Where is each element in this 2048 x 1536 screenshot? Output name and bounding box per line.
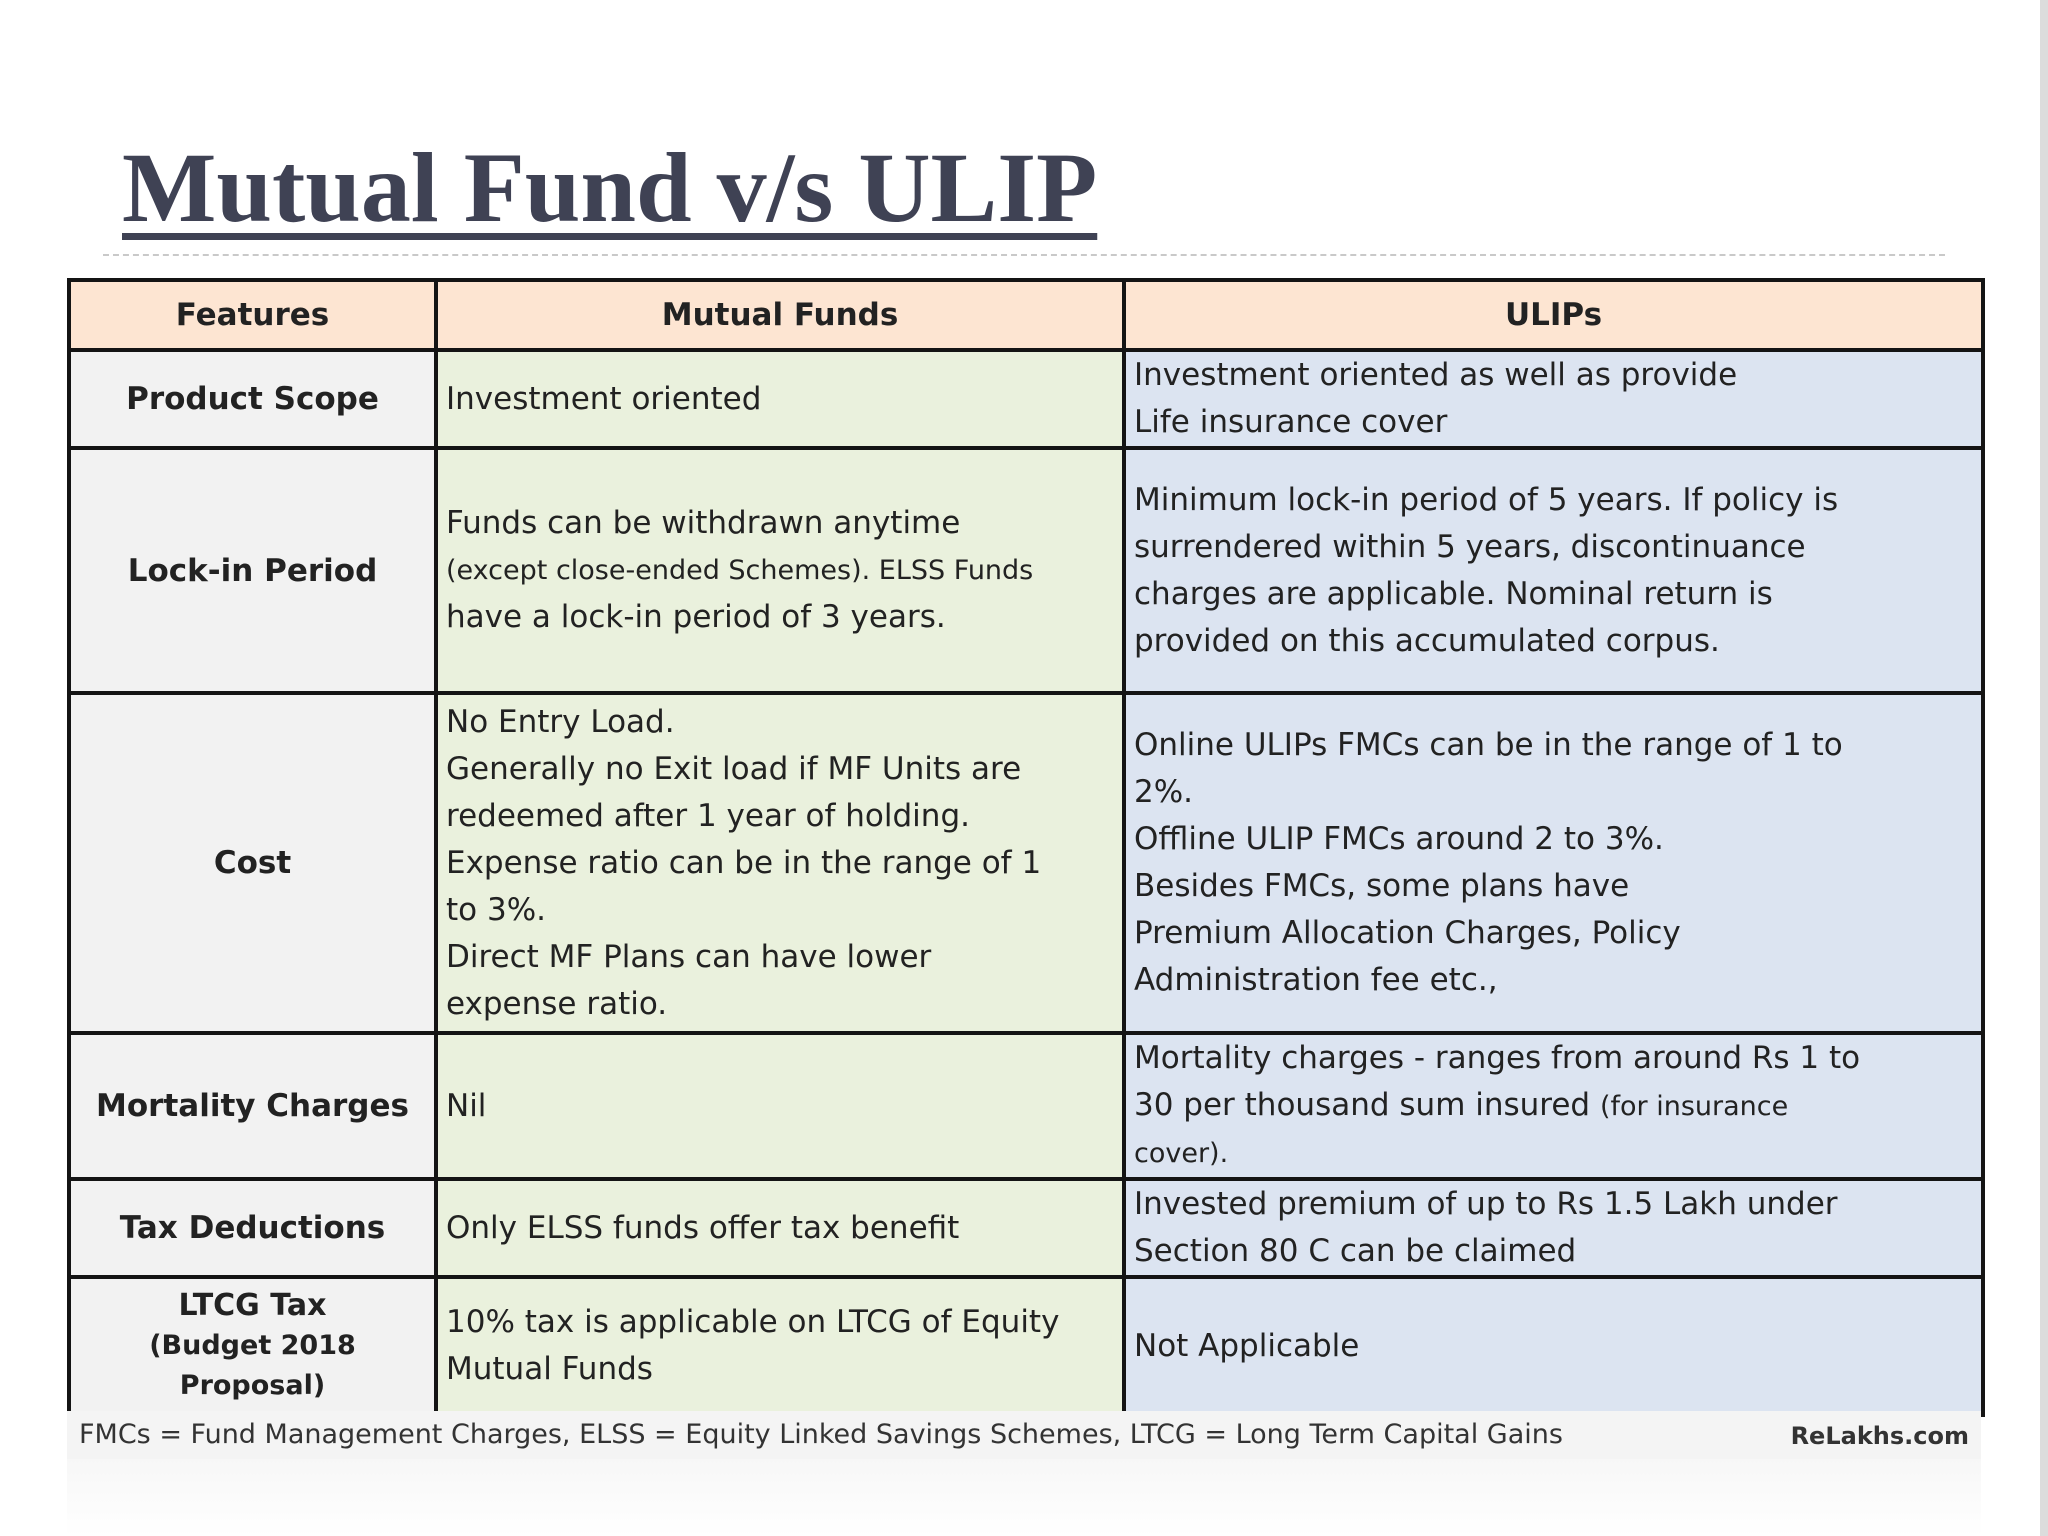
source-credit: ReLakhs.com [1790, 1422, 1969, 1450]
ulips-cell [1124, 1277, 1983, 1415]
cell-line: have a lock-in period of 3 years. [446, 599, 946, 635]
cell-line: Only ELSS funds offer tax benefit [446, 1209, 960, 1246]
cell-line: cover). [1134, 1138, 1229, 1169]
cell-line: 10% tax is applicable on LTCG of Equity [446, 1304, 1060, 1340]
comparison-table [67, 278, 1985, 1417]
cell-line: Nil [446, 1087, 487, 1124]
cell-line: provided on this accumulated corpus. [1134, 622, 1720, 659]
feature-cell [69, 1179, 436, 1277]
feature-label: Mortality Charges [96, 1088, 409, 1124]
mutual-funds-cell [436, 448, 1124, 693]
feature-sublabel: (Budget 2018 [149, 1330, 356, 1361]
cell-line: Offline ULIP FMCs around 2 to 3%. [1134, 821, 1664, 857]
feature-cell [69, 448, 436, 693]
table-header-row [69, 280, 1983, 350]
cell-line: expense ratio. [446, 985, 668, 1022]
cell-line: Mutual Funds [446, 1351, 653, 1387]
feature-cell [69, 350, 436, 448]
feature-label: Lock-in Period [127, 552, 378, 589]
abbreviations-footnote: FMCs = Fund Management Charges, ELSS = Equity Linked Savings Schemes, LTCG = Long Term Capital Gains [79, 1419, 1563, 1450]
comparison-table-frame [67, 278, 1981, 1417]
feature-cell [69, 1277, 436, 1415]
slide-title: Mutual Fund v/s ULIP [122, 132, 1098, 243]
slide-edge-bar [2040, 0, 2048, 1536]
cell-line: Investment oriented [446, 380, 762, 417]
header-features: Features [69, 280, 436, 350]
ulips-cell [1124, 1179, 1983, 1277]
ulips-cell [1124, 448, 1983, 693]
ulips-cell [1124, 350, 1983, 448]
cell-line: Besides FMCs, some plans have [1134, 868, 1630, 904]
header-mutual-funds: Mutual Funds [436, 280, 1124, 350]
cell-line: Invested premium of up to Rs 1.5 Lakh under [1134, 1186, 1838, 1222]
cell-line: (except close-ended Schemes). ELSS Funds [446, 555, 1034, 586]
cell-line: Administration fee etc., [1134, 962, 1498, 998]
feature-cell [69, 693, 436, 1033]
cell-line: Minimum lock-in period of 5 years. If policy is [1134, 481, 1839, 518]
cell-line: 2%. [1134, 774, 1194, 810]
cell-line: Investment oriented as well as provide [1134, 357, 1738, 393]
cell-line: Premium Allocation Charges, Policy [1134, 915, 1681, 951]
lower-background [67, 1459, 1981, 1536]
cell-line: redeemed after 1 year of holding. [446, 797, 970, 834]
feature-label: Product Scope [126, 381, 379, 417]
ulips-cell [1124, 1033, 1983, 1179]
cell-text: 30 per thousand sum insured [1134, 1087, 1591, 1123]
mutual-funds-cell [436, 1033, 1124, 1179]
cell-line: to 3%. [446, 891, 547, 928]
footer-strip [67, 1411, 1981, 1459]
cell-line: Direct MF Plans can have lower [446, 938, 932, 975]
feature-cell [69, 1033, 436, 1179]
mutual-funds-cell [436, 693, 1124, 1033]
cell-line: Funds can be withdrawn anytime [446, 505, 961, 541]
table-row [69, 1179, 1983, 1277]
cell-line: Online ULIPs FMCs can be in the range of 1 to [1134, 727, 1843, 763]
feature-label: LTCG Tax [178, 1288, 327, 1323]
mutual-funds-cell [436, 350, 1124, 448]
table-row [69, 448, 1983, 693]
cell-line: Life insurance cover [1134, 404, 1448, 440]
feature-label: Cost [213, 845, 292, 881]
cell-line: surrendered within 5 years, discontinuance [1134, 528, 1806, 565]
table-row [69, 1277, 1983, 1415]
title-divider [103, 254, 1945, 256]
cell-line: No Entry Load. [446, 703, 675, 740]
cell-line [1134, 1082, 1975, 1130]
ulips-cell [1124, 693, 1983, 1033]
table-row [69, 693, 1983, 1033]
cell-line: Expense ratio can be in the range of 1 [446, 844, 1042, 881]
cell-text-note: (for insurance [1599, 1091, 1789, 1122]
table-row [69, 1033, 1983, 1179]
feature-sublabel: Proposal) [179, 1370, 326, 1401]
feature-label: Tax Deductions [119, 1210, 386, 1246]
mutual-funds-cell [436, 1179, 1124, 1277]
mutual-funds-cell [436, 1277, 1124, 1415]
cell-line: Generally no Exit load if MF Units are [446, 750, 1022, 787]
table-row [69, 350, 1983, 448]
cell-line: Section 80 C can be claimed [1134, 1233, 1577, 1269]
header-ulips: ULIPs [1124, 280, 1983, 350]
cell-line: Not Applicable [1134, 1327, 1360, 1364]
cell-line: Mortality charges - ranges from around Rs 1 to [1134, 1040, 1861, 1076]
cell-line: charges are applicable. Nominal return is [1134, 575, 1773, 612]
